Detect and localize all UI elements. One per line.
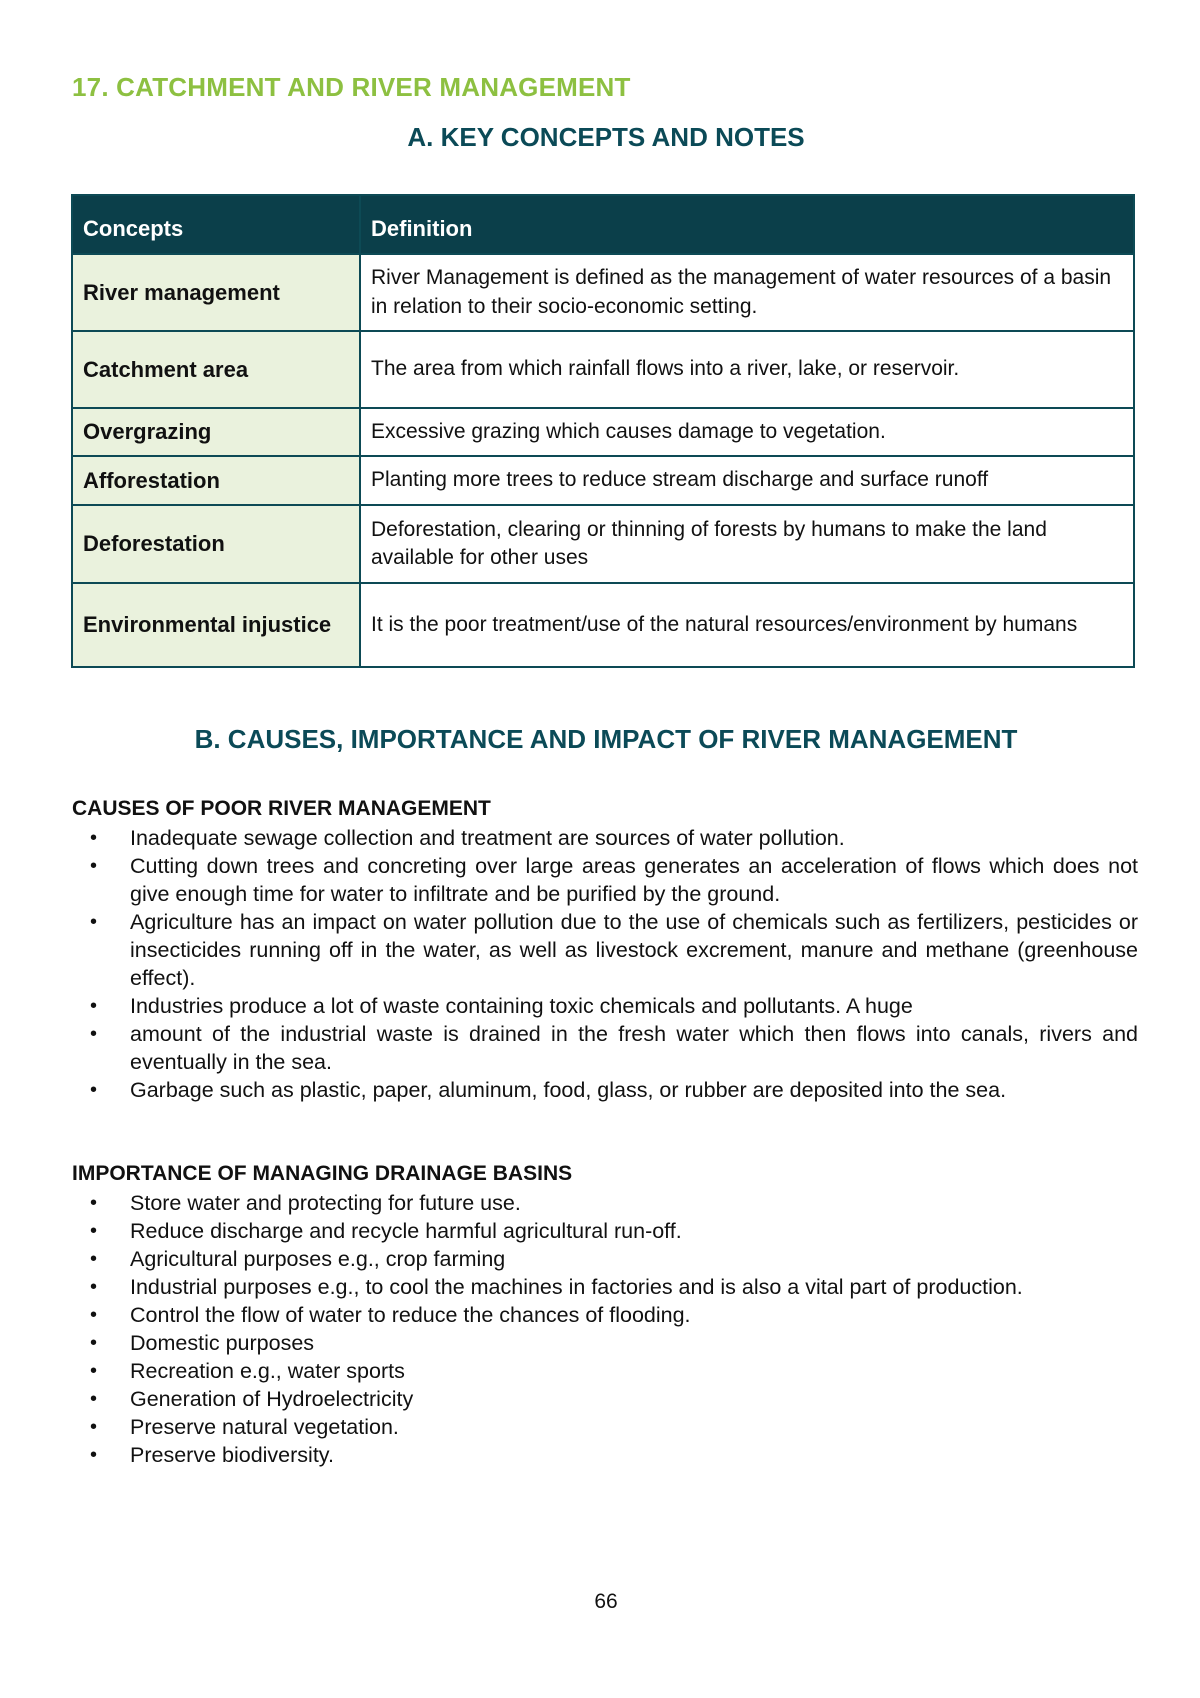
list-item: • Cutting down trees and concreting over large areas generates an acceleration of flows which does not give enough time for water to infiltrate and be purified by the ground. xyxy=(72,852,1138,908)
page-number: 66 xyxy=(594,1590,618,1613)
table-header-row xyxy=(72,195,1134,254)
table-row xyxy=(72,505,1134,583)
concept-definition: The area from which rainfall flows into a river, lake, or reservoir. xyxy=(360,331,1134,408)
table-row xyxy=(72,583,1134,667)
concept-definition: Planting more trees to reduce stream discharge and surface runoff xyxy=(360,456,1134,505)
list-item: • Agriculture has an impact on water pollution due to the use of chemicals such as fertilizers, pesticides or insecticides running off in the water, as well as livestock excrement, manure and methane (greenhouse effect). xyxy=(72,908,1138,992)
list-item: • Control the flow of water to reduce the chances of flooding. xyxy=(72,1301,1138,1329)
importance-heading: IMPORTANCE OF MANAGING DRAINAGE BASINS xyxy=(72,1162,573,1185)
concept-definition: River Management is defined as the management of water resources of a basin in relation to their socio-economic setting. xyxy=(360,254,1134,331)
concepts-table xyxy=(71,194,1135,668)
section-a-title: A. KEY CONCEPTS AND NOTES xyxy=(407,122,805,152)
table-row xyxy=(72,254,1134,331)
list-item: • Industrial purposes e.g., to cool the machines in factories and is also a vital part of production. xyxy=(72,1273,1138,1301)
list-item: • Garbage such as plastic, paper, aluminum, food, glass, or rubber are deposited into the sea. xyxy=(72,1076,1138,1104)
list-item: • Preserve biodiversity. xyxy=(72,1441,1138,1469)
list-item: • Reduce discharge and recycle harmful agricultural run-off. xyxy=(72,1217,1138,1245)
list-item: • Generation of Hydroelectricity xyxy=(72,1385,1138,1413)
table-row xyxy=(72,331,1134,408)
concept-term: Environmental injustice xyxy=(72,583,360,667)
concept-definition: Excessive grazing which causes damage to vegetation. xyxy=(360,408,1134,456)
concept-term: River management xyxy=(72,254,360,331)
concept-definition: Deforestation, clearing or thinning of forests by humans to make the land available for other uses xyxy=(360,505,1134,583)
table-row xyxy=(72,456,1134,505)
concept-term: Deforestation xyxy=(72,505,360,583)
importance-list xyxy=(72,1189,1138,1469)
concept-definition: It is the poor treatment/use of the natural resources/environment by humans xyxy=(360,583,1134,667)
list-item: • Recreation e.g., water sports xyxy=(72,1357,1138,1385)
table-row xyxy=(72,408,1134,456)
column-header-concepts: Concepts xyxy=(72,195,360,254)
list-item: • Store water and protecting for future use. xyxy=(72,1189,1138,1217)
list-item: • Domestic purposes xyxy=(72,1329,1138,1357)
list-item: • amount of the industrial waste is drained in the fresh water which then flows into canals, rivers and eventually in the sea. xyxy=(72,1020,1138,1076)
concept-term: Overgrazing xyxy=(72,408,360,456)
chapter-title: 17. CATCHMENT AND RIVER MANAGEMENT xyxy=(72,72,631,102)
list-item: • Preserve natural vegetation. xyxy=(72,1413,1138,1441)
section-b-title: B. CAUSES, IMPORTANCE AND IMPACT OF RIVER MANAGEMENT xyxy=(194,724,1018,754)
concept-term: Catchment area xyxy=(72,331,360,408)
causes-heading: CAUSES OF POOR RIVER MANAGEMENT xyxy=(72,797,491,820)
list-item: • Agricultural purposes e.g., crop farming xyxy=(72,1245,1138,1273)
column-header-definition: Definition xyxy=(360,195,1134,254)
list-item: • Industries produce a lot of waste containing toxic chemicals and pollutants. A huge xyxy=(72,992,1138,1020)
concept-term: Afforestation xyxy=(72,456,360,505)
causes-list xyxy=(72,824,1138,1104)
list-item: • Inadequate sewage collection and treatment are sources of water pollution. xyxy=(72,824,1138,852)
